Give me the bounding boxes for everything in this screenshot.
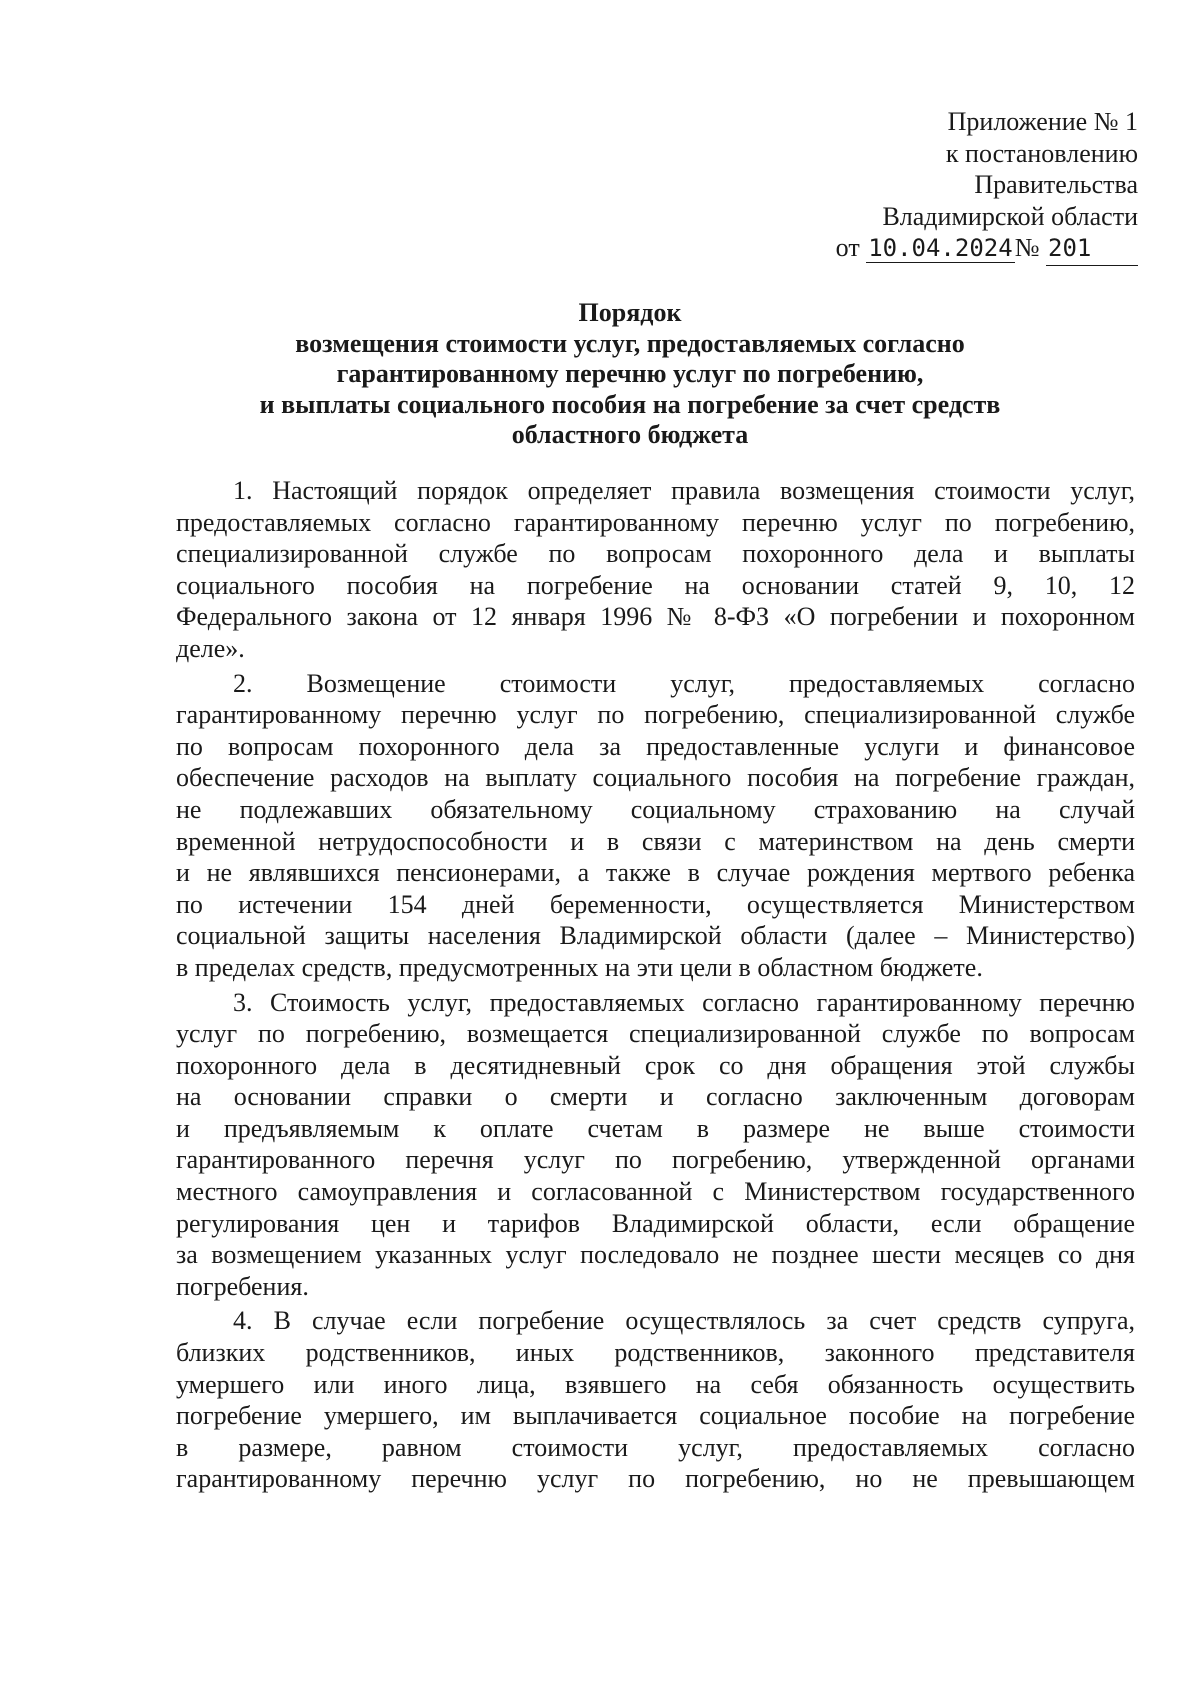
paragraph-line: за возмещением указанных услуг последовало не позднее шести месяцев со дня <box>176 1240 1135 1270</box>
approval-appendix: Приложение № 1 <box>947 107 1138 136</box>
paragraph-line: местного самоуправления и согласованной с Министерством государственного <box>176 1177 1135 1207</box>
paragraph-line: временной нетрудоспособности и в связи с материнством на день смерти <box>176 826 1135 856</box>
title-line-1: Порядок <box>578 298 682 327</box>
paragraph-line: в размере, равном стоимости услуг, предоставляемых согласно <box>176 1432 1135 1462</box>
paragraph-line: и предъявляемым к оплате счетам в размере не выше стоимости <box>176 1113 1135 1143</box>
approval-number: 201 <box>1046 233 1138 266</box>
approval-number-label: № <box>1014 233 1040 262</box>
title-line-5: областного бюджета <box>511 420 749 449</box>
paragraph-line: близких родственников, иных родственников, законного представителя <box>176 1338 1135 1368</box>
paragraph-line: 4. В случае если погребение осуществлялось за счет средств супруга, <box>233 1306 1135 1336</box>
title-line-2: возмещения стоимости услуг, предоставляемых согласно <box>295 328 965 358</box>
paragraph-4 <box>176 1305 1135 1495</box>
paragraph-line: не подлежавших обязательному социальному страхованию на случай <box>176 794 1135 824</box>
paragraph-line: похоронного дела в десятидневный срок со дня обращения этой службы <box>176 1050 1135 1080</box>
approval-from-label: от <box>835 233 860 262</box>
approval-government: Правительства <box>974 170 1138 199</box>
paragraph-line: услуг по погребению, возмещается специализированной службе по вопросам <box>176 1019 1135 1049</box>
paragraph-2 <box>176 668 1135 984</box>
paragraph-line: по истечении 154 дней беременности, осуществляется Министерством <box>176 889 1135 919</box>
title-line-3: гарантированному перечню услуг по погребению, <box>336 359 924 388</box>
paragraph-line: социальной защиты населения Владимирской области (далее – Министерство) <box>176 921 1135 951</box>
paragraph-line: обеспечение расходов на выплату социального пособия на погребение граждан, <box>176 763 1135 793</box>
approval-block <box>836 106 1138 266</box>
approval-date-number <box>836 232 1138 266</box>
approval-to-resolution: к постановлению <box>945 138 1138 168</box>
paragraph-line: 3. Стоимость услуг, предоставляемых согласно гарантированному перечню <box>233 987 1135 1017</box>
paragraph-line: гарантированного перечня услуг по погребению, утвержденной органами <box>176 1145 1135 1175</box>
paragraph-line: Федерального закона от 12 января 1996 № 8-ФЗ «О погребении и похоронном <box>176 602 1135 632</box>
paragraph-1 <box>176 475 1135 665</box>
paragraph-line: 2. Возмещение стоимости услуг, предоставляемых согласно <box>233 668 1135 698</box>
paragraph-line: по вопросам похоронного дела за предоставленные услуги и финансовое <box>176 731 1135 761</box>
paragraph-line: умершего или иного лица, взявшего на себя обязанность осуществить <box>176 1369 1135 1399</box>
paragraph-line: погребения. <box>176 1271 309 1301</box>
title-line-4: и выплаты социального пособия на погребение за счет средств <box>259 389 1001 419</box>
paragraph-line: деле». <box>176 633 245 663</box>
paragraph-line: регулирования цен и тарифов Владимирской области, если обращение <box>176 1208 1135 1238</box>
paragraph-line: погребение умершего, им выплачивается социальное пособие на погребение <box>176 1401 1135 1431</box>
paragraph-line: гарантированному перечню услуг по погребению, но не превышающем <box>176 1464 1135 1494</box>
paragraph-line: специализированной службе по вопросам похоронного дела и выплаты <box>176 539 1135 569</box>
approval-region: Владимирской области <box>882 201 1138 231</box>
paragraph-line: на основании справки о смерти и согласно заключенным договорам <box>176 1082 1135 1112</box>
paragraph-line: гарантированному перечню услуг по погребению, специализированной службе <box>176 700 1135 730</box>
document-body <box>176 475 1135 1498</box>
paragraph-3 <box>176 987 1135 1303</box>
paragraph-line: в пределах средств, предусмотренных на эти цели в областном бюджете. <box>176 952 983 982</box>
paragraph-line: предоставляемых согласно гарантированному перечню услуг по погребению, <box>176 507 1135 537</box>
paragraph-line: социального пособия на погребение на основании статей 9, 10, 12 <box>176 570 1135 600</box>
paragraph-line: и не являвшихся пенсионерами, а также в случае рождения мертвого ребенка <box>176 858 1135 888</box>
document-title <box>150 298 1110 451</box>
approval-date: 10.04.2024 <box>868 234 1013 262</box>
paragraph-line: 1. Настоящий порядок определяет правила возмещения стоимости услуг, <box>233 476 1135 505</box>
